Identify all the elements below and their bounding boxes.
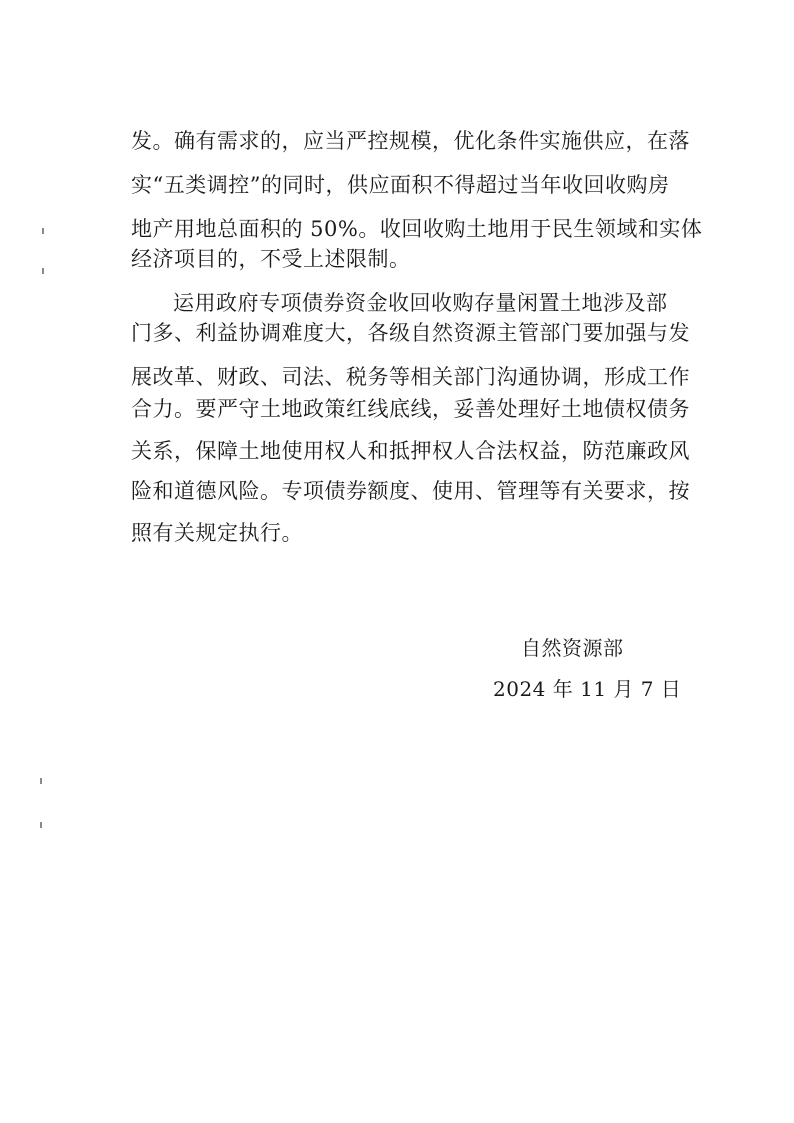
body-line: 发。确有需求的，应当严控规模，优化条件实施供应，在落 — [131, 129, 690, 153]
scan-mark — [40, 822, 42, 828]
issue-date: 2024 年 11 月 7 日 — [493, 677, 682, 701]
scan-mark — [42, 268, 44, 274]
scan-mark — [40, 778, 42, 784]
issuer-name: 自然资源部 — [521, 636, 624, 660]
body-line: 经济项目的，不受上述限制。 — [131, 247, 411, 271]
body-line: 运用政府专项债券资金收回收购存量闲置土地涉及部 — [173, 291, 668, 315]
body-line: 展改革、财政、司法、税务等相关部门沟通协调，形成工作 — [131, 365, 690, 389]
scan-mark — [42, 228, 44, 234]
body-line: 关系，保障土地使用权人和抵押权人合法权益，防范廉政风 — [131, 439, 690, 463]
body-line: 门多、利益协调难度大，各级自然资源主管部门要加强与发 — [131, 321, 690, 345]
body-line: 险和道德风险。专项债券额度、使用、管理等有关要求，按 — [131, 479, 690, 503]
body-line: 地产用地总面积的 50%。收回收购土地用于民生领域和实体 — [131, 217, 703, 241]
body-line: 实“五类调控”的同时，供应面积不得超过当年收回收购房 — [131, 173, 670, 197]
body-line: 合力。要严守土地政策红线底线，妥善处理好土地债权债务 — [131, 397, 690, 421]
body-line: 照有关规定执行。 — [131, 521, 303, 545]
